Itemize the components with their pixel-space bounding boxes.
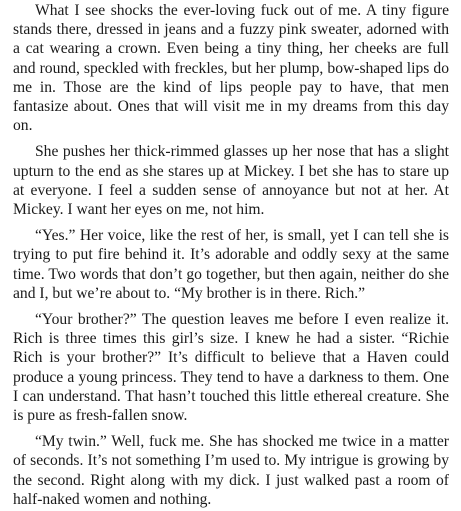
paragraph-4: “Your brother?” The question leaves me before I even realize it. Rich is three times this girl’s size. I knew he had a sister. “Richie Rich is your brother?” It’s difficult to believe that a Haven could produce a young princess. They tend to have a darkness to them. One I can understand. That hasn’t touched this little ethereal creature. She is pure as fresh-fallen snow. bbox=[13, 311, 449, 425]
paragraph-5: “My twin.” Well, fuck me. She has shocked me twice in a matter of seconds. It’s not something I’m used to. My intrigue is growing by the second. Right along with my dick. I just walked past a room of half-naked women and nothing. bbox=[13, 433, 449, 508]
paragraph-1: What I see shocks the ever-loving fuck out of me. A tiny figure stands there, dressed in jeans and a fuzzy pink sweater, adorned with a cat wearing a crown. Even being a tiny thing, her cheeks are full and round, speckled with freckles, but her plump, bow-shaped lips do me in. Those are the kind of lips people pay to have, that men fantasize about. Ones that will visit me in my dreams from this day on. bbox=[13, 2, 449, 135]
paragraph-3: “Yes.” Her voice, like the rest of her, is small, yet I can tell she is trying to put fire behind it. It’s adorable and oddly sexy at the same time. Two words that don’t go together, but then again, neither do she and I, but we’re about to. “My brother is in there. Rich.” bbox=[13, 227, 449, 302]
paragraph-2: She pushes her thick-rimmed glasses up her nose that has a slight upturn to the end as she stares up at Mickey. I bet she has to stare up at everyone. I feel a sudden sense of annoyance but not at her. At Mickey. I want her eyes on me, not him. bbox=[13, 143, 449, 219]
